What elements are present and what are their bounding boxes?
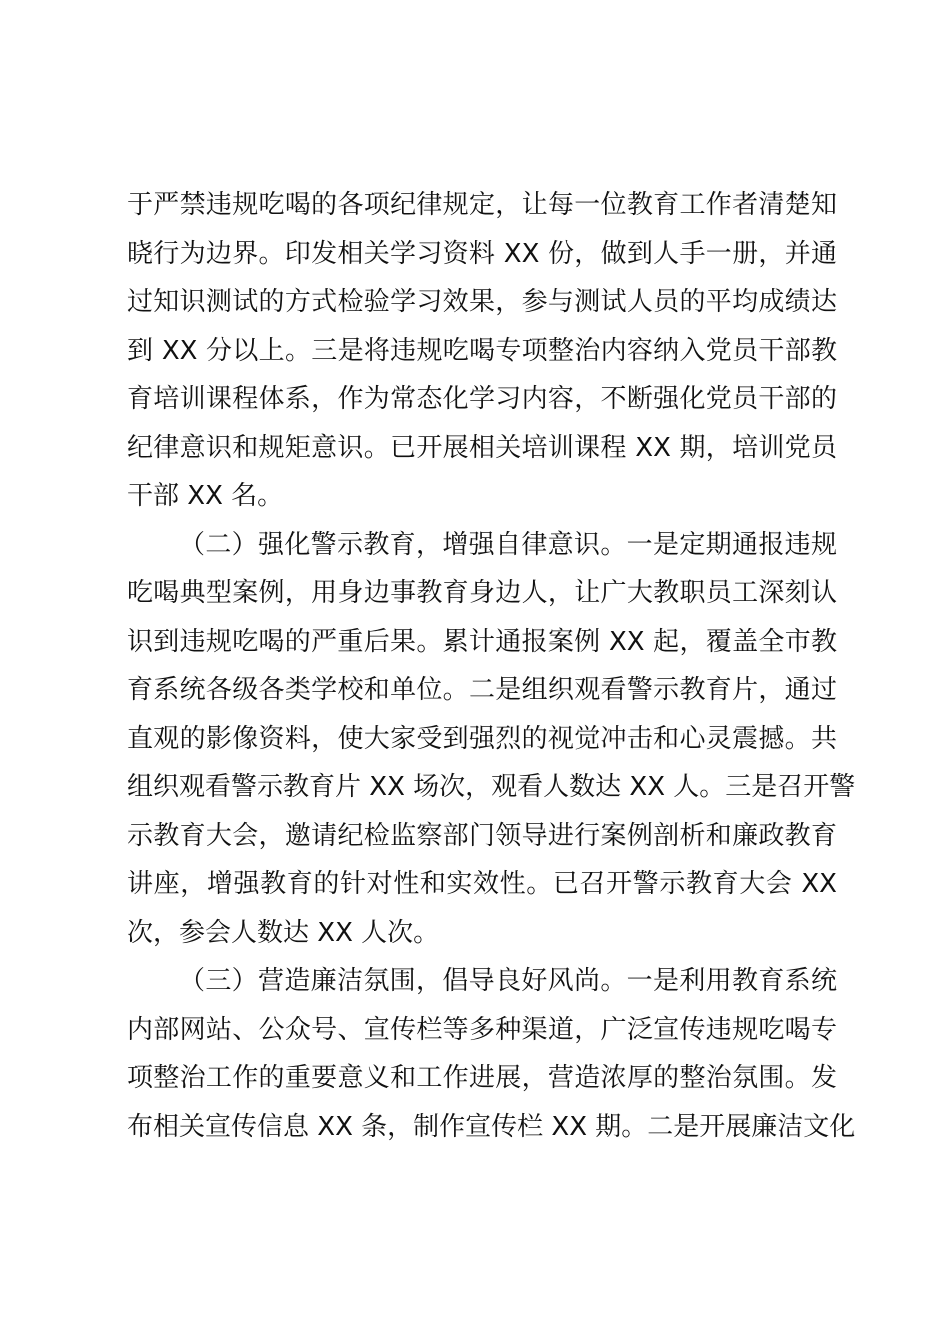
text-line: 内部网站、公众号、宣传栏等多种渠道，广泛宣传违规吃喝专	[127, 1014, 837, 1045]
paragraph-3	[127, 957, 856, 1151]
section-heading-line: （二）强化警示教育，增强自律意识。一是定期通报违规	[179, 529, 837, 560]
text-line: 育系统各级各类学校和单位。二是组织观看警示教育片，通过	[127, 675, 837, 705]
text-line: 吃喝典型案例，用身边事教育身边人，让广大教职员工深刻认	[127, 578, 837, 608]
document-body	[127, 181, 856, 1151]
text-line: 过知识测试的方式检验学习效果，参与测试人员的平均成绩达	[127, 287, 837, 317]
paragraph-1	[127, 181, 837, 521]
text-line: 次，参会人数达 XX 人次。	[127, 917, 440, 948]
text-line: 直观的影像资料，使大家受到强烈的视觉冲击和心灵震撼。共	[127, 723, 837, 754]
section-heading-line: （三）营造廉洁氛围，倡导良好风尚。一是利用教育系统	[179, 966, 837, 996]
text-line: 讲座，增强教育的针对性和实效性。已召开警示教育大会 XX	[127, 869, 837, 899]
paragraph-2	[127, 521, 856, 958]
text-line: 到 XX 分以上。三是将违规吃喝专项整治内容纳入党员干部教	[127, 335, 837, 366]
text-line: 育培训课程体系，作为常态化学习内容，不断强化党员干部的	[127, 384, 837, 414]
text-line: 布相关宣传信息 XX 条，制作宣传栏 XX 期。二是开展廉洁文化	[127, 1111, 856, 1142]
text-line: 于严禁违规吃喝的各项纪律规定，让每一位教育工作者清楚知	[127, 190, 837, 220]
text-line: 纪律意识和规矩意识。已开展相关培训课程 XX 期，培训党员	[127, 432, 837, 463]
text-line: 项整治工作的重要意义和工作进展，营造浓厚的整治氛围。发	[127, 1063, 837, 1093]
text-line: 干部 XX 名。	[127, 481, 284, 511]
text-line: 示教育大会，邀请纪检监察部门领导进行案例剖析和廉政教育	[127, 820, 837, 851]
text-line: 组织观看警示教育片 XX 场次，观看人数达 XX 人。三是召开警	[127, 772, 856, 802]
text-line: 识到违规吃喝的严重后果。累计通报案例 XX 起，覆盖全市教	[127, 626, 837, 657]
text-line: 晓行为边界。印发相关学习资料 XX 份，做到人手一册，并通	[127, 238, 837, 269]
